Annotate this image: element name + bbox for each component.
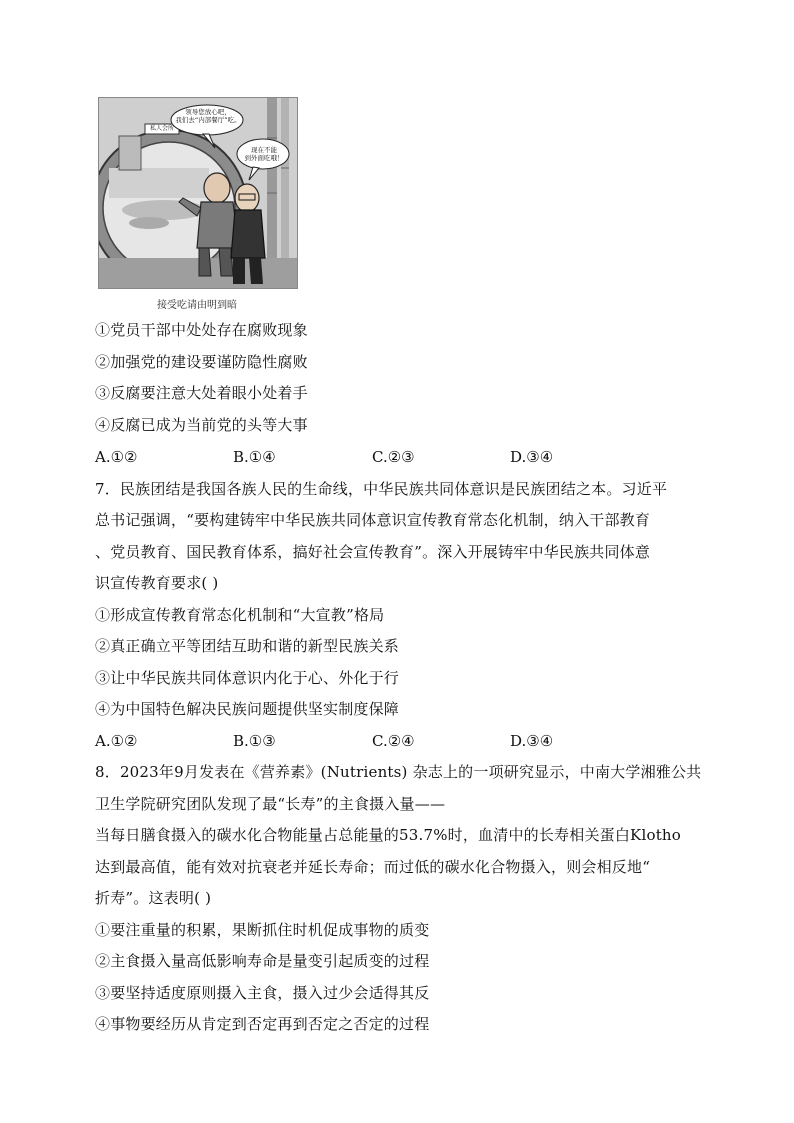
q7-item-2: ②真正确立平等团结互助和谐的新型民族关系: [95, 637, 400, 655]
q8-stem-line-2: 卫生学院研究团队发现了最“长寿”的主食摄入量——: [95, 795, 446, 813]
q7-option-c[interactable]: C.②④: [372, 732, 415, 750]
q6-item-3: ③反腐要注意大处着眼小处着手: [95, 384, 308, 402]
q8-stem-line-1: 8．2023年9月发表在《营养素》(Nutrients) 杂志上的一项研究显示，中南大学湘雅公共: [95, 763, 702, 781]
cartoon-bubble-right-line2: 到外面吃哦！: [244, 154, 284, 162]
q6-item-4: ④反腐已成为当前党的头等大事: [95, 416, 308, 434]
q8-item-2: ②主食摄入量高低影响寿命是量变引起质变的过程: [95, 952, 430, 970]
q8-stem-line-5: 折寿”。这表明( ): [95, 889, 212, 907]
q6-option-d[interactable]: D.③④: [510, 448, 554, 466]
q6-option-a[interactable]: A.①②: [95, 448, 138, 466]
cartoon-bubble-left: [175, 108, 241, 124]
cartoon-bubble-left-line2: 我们去“内部餐厅”吃。: [175, 116, 241, 124]
q6-option-c[interactable]: C.②③: [372, 448, 415, 466]
cartoon-illustration: [98, 97, 298, 289]
q6-item-1: ①党员干部中处处存在腐败现象: [95, 321, 308, 339]
q7-stem-line-4: 识宣传教育要求( ): [95, 574, 219, 592]
q7-option-a[interactable]: A.①②: [95, 732, 138, 750]
q7-stem-line-1: 7．民族团结是我国各族人民的生命线，中华民族共同体意识是民族团结之本。习近平: [95, 480, 668, 498]
q7-stem-line-3: 、党员教育、国民教育体系，搞好社会宣传教育”。深入开展铸牢中华民族共同体意: [95, 543, 651, 561]
cartoon-sign: 私人会所: [149, 125, 174, 132]
q7-item-1: ①形成宣传教育常态化机制和“大宣教”格局: [95, 606, 385, 624]
q8-item-1: ①要注重量的积累，果断抓住时机促成事物的质变: [95, 921, 430, 939]
q6-item-2: ②加强党的建设要谨防隐性腐败: [95, 353, 308, 371]
q6-option-b[interactable]: B.①④: [233, 448, 276, 466]
cartoon-bubble-left-line1: 领导您放心吧，: [185, 108, 231, 116]
q7-item-4: ④为中国特色解决民族问题提供坚实制度保障: [95, 700, 400, 718]
cartoon-bubble-right-line1: 现在不能: [251, 146, 277, 154]
q7-item-3: ③让中华民族共同体意识内化于心、外化于行: [95, 669, 400, 687]
q7-option-b[interactable]: B.①③: [233, 732, 276, 750]
cartoon-bubble-right: [239, 146, 289, 162]
q8-stem-line-4: 达到最高值，能有效对抗衰老并延长寿命；而过低的碳水化合物摄入，则会相反地“: [95, 858, 651, 876]
cartoon-caption: 接受吃请由明到暗: [157, 300, 237, 311]
q8-stem-line-3: 当每日膳食摄入的碳水化合物能量占总能量的53.7%时，血清中的长寿相关蛋白Klotho: [95, 826, 682, 844]
q8-item-4: ④事物要经历从肯定到否定再到否定之否定的过程: [95, 1015, 430, 1033]
q7-stem-line-2: 总书记强调，“要构建铸牢中华民族共同体意识宣传教育常态化机制，纳入干部教育: [95, 511, 651, 529]
q7-option-d[interactable]: D.③④: [510, 732, 554, 750]
cartoon-drawing: [99, 98, 297, 288]
q8-item-3: ③要坚持适度原则摄入主食，摄入过少会适得其反: [95, 984, 430, 1002]
